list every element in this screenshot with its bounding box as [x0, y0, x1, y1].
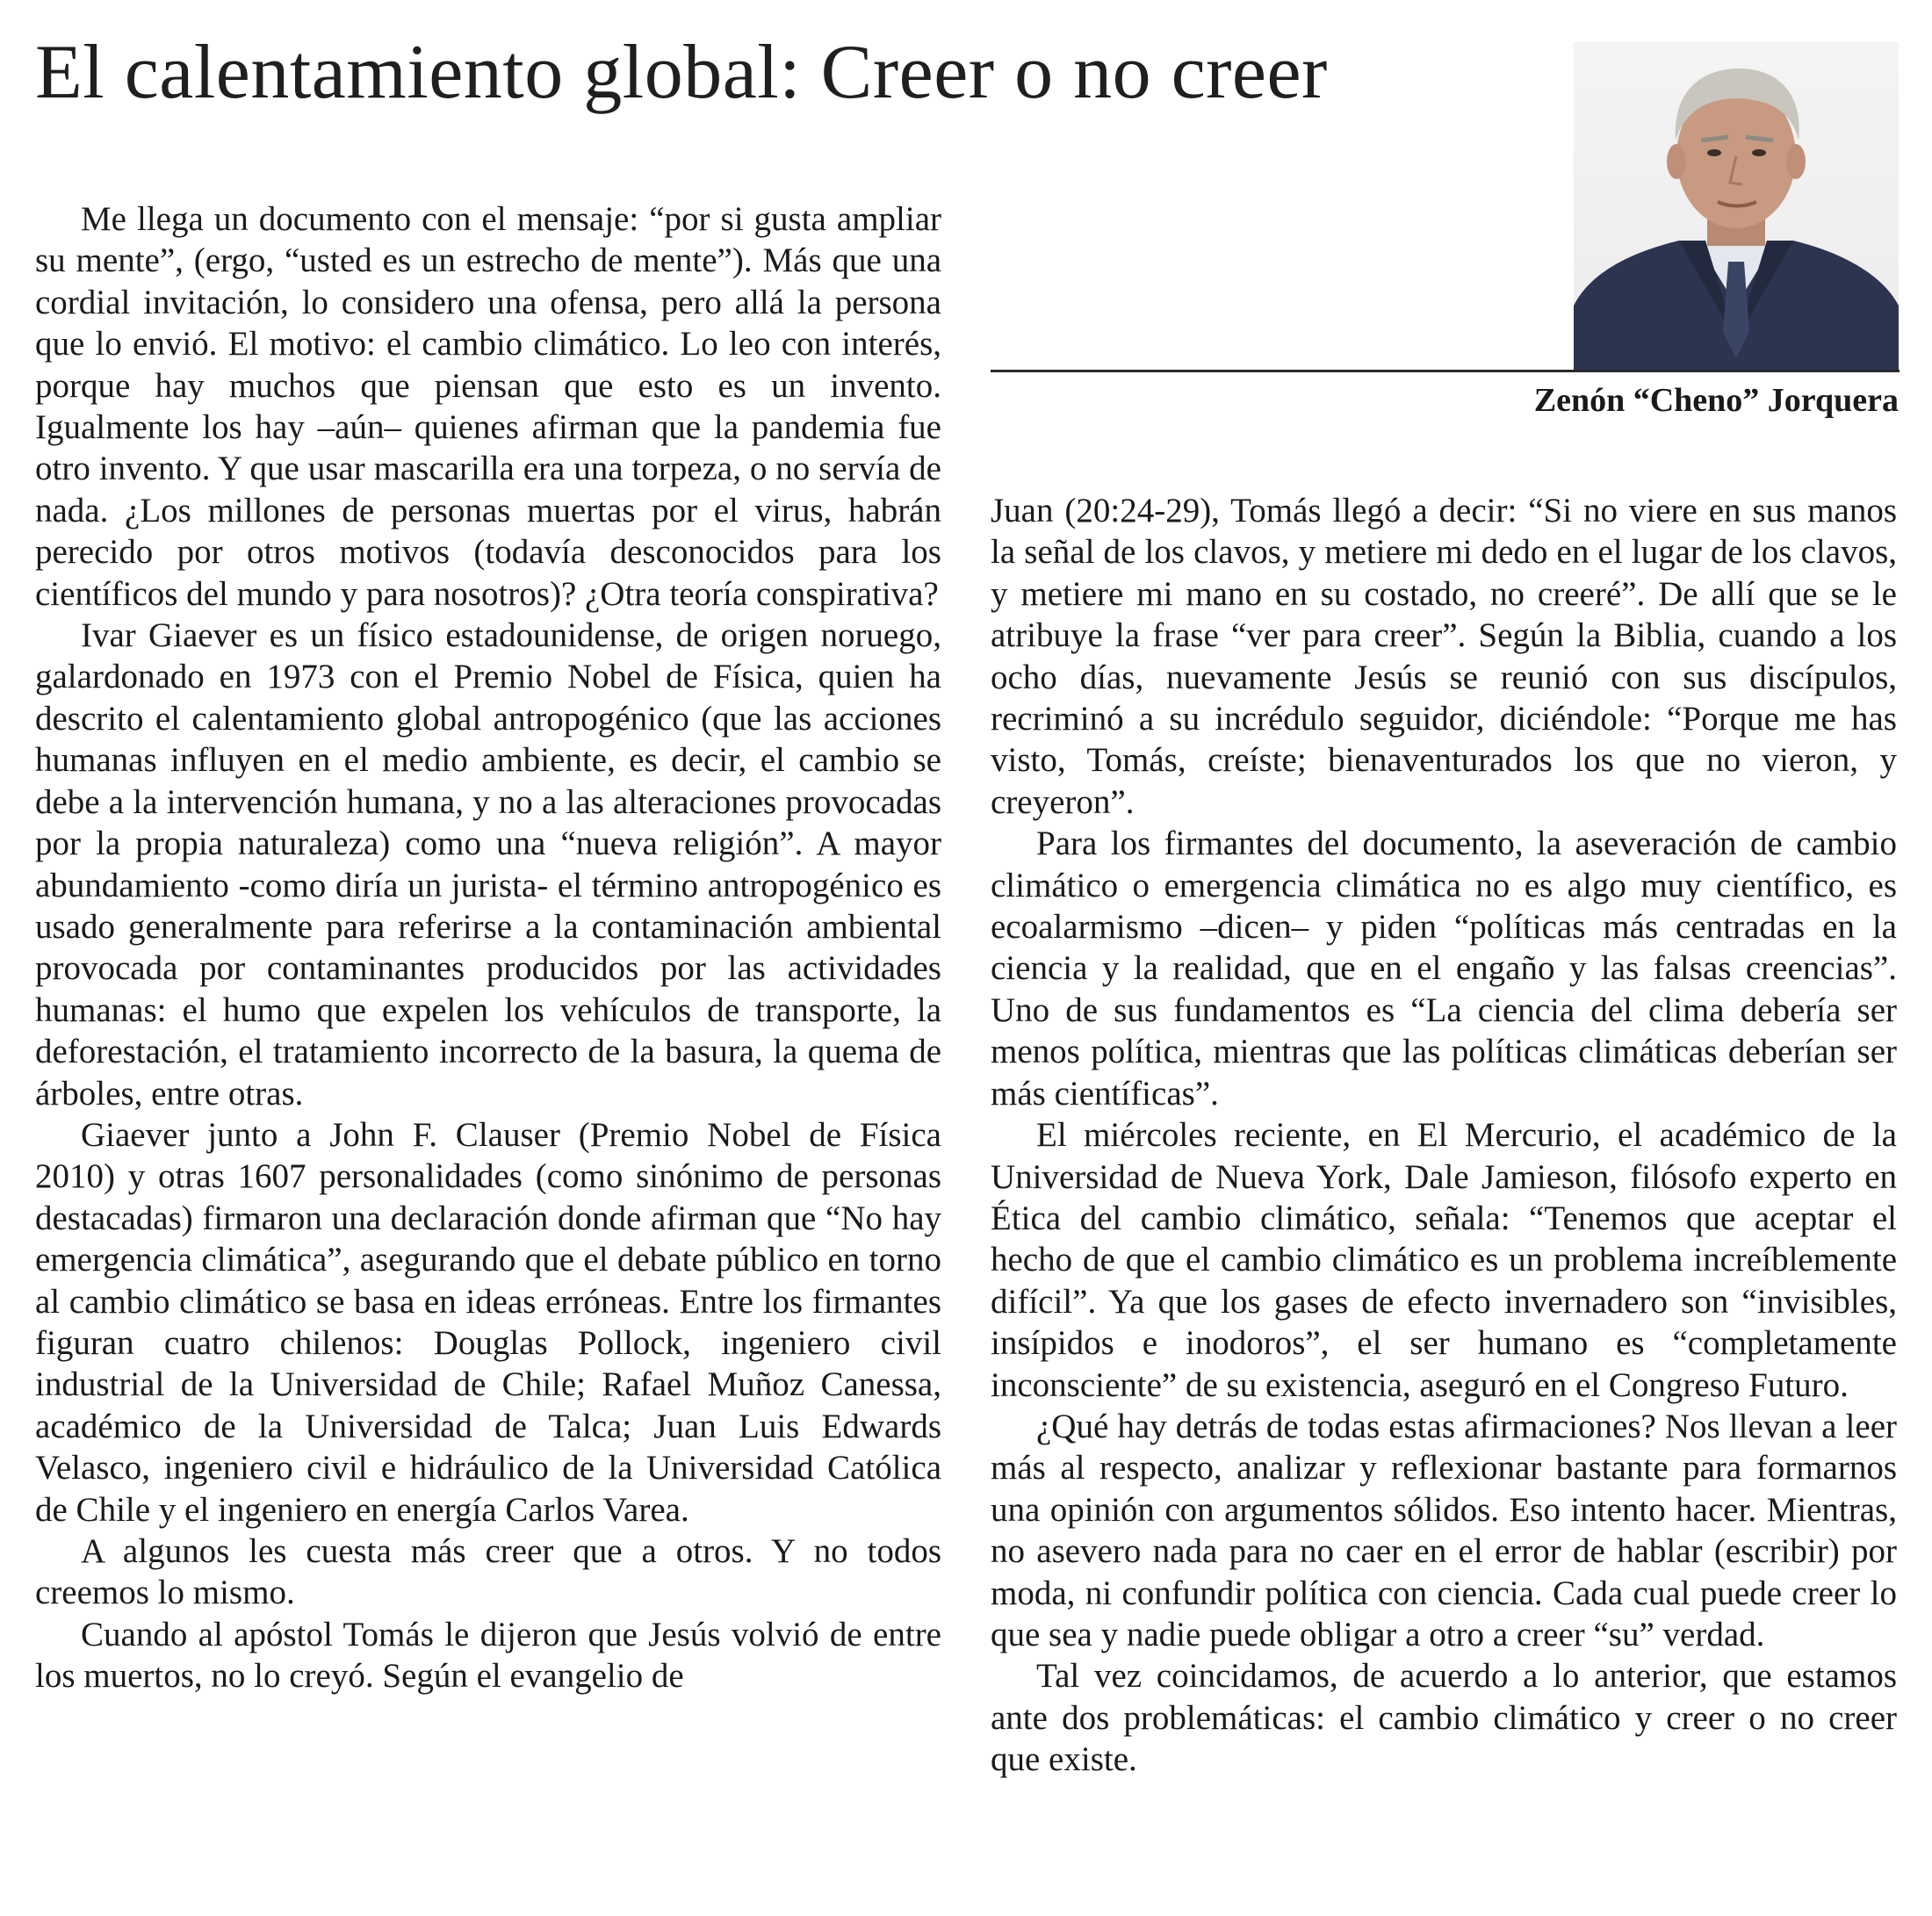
- paragraph: Giaever junto a John F. Clauser (Premio Nobel de Física 2010) y otras 1607 personalidades (como sinónimo de personas destacadas) firmaron una declaración donde afirman que “No hay emergencia climática”, asegurando que el debate público en torno al cambio climático se basa en ideas erróneas. Entre los firmantes figuran cuatro chilenos: Douglas Pollock, ingeniero civil industrial de la Universidad de Chile; Rafael Muñoz Canessa, académico de la Universidad de Talca; Juan Luis Edwards Velasco, ingeniero civil e hidráulico de la Universidad Católica de Chile y el ingeniero en energía Carlos Varea.: [35, 1115, 941, 1529]
- author-byline: Zenón “Cheno” Jorquera: [1533, 382, 1899, 419]
- paragraph: Para los firmantes del documento, la aseveración de cambio climático o emergencia climática no es algo muy científico, es ecoalarmismo –dicen– y piden “políticas más centradas en la ciencia y la realidad, que en el engaño y las falsas creencias”. Uno de sus fundamentos es “La ciencia del clima debería ser menos política, mientras que las políticas climáticas deberían ser más científicas”.: [991, 825, 1897, 1113]
- article-title: El calentamiento global: Creer o no creer: [35, 30, 1328, 115]
- author-portrait-icon: [1574, 42, 1899, 371]
- paragraph: ¿Qué hay detrás de todas estas afirmaciones? Nos llevan a leer más al respecto, analizar y reflexionar bastante para formarnos una opinión con argumentos sólidos. Eso intento hacer. Mientras, no asevero nada para no caer en el error de hablar (escribir) por moda, ni confundir política con ciencia. Cada cual puede creer lo que sea y nadie puede obligar a otro a creer “su” verdad.: [991, 1407, 1897, 1653]
- paragraph: Me llega un documento con el mensaje: “por si gusta ampliar su mente”, (ergo, “usted es un estrecho de mente”). Más que una cordial invitación, lo considero una ofensa, pero allá la persona que lo envió. El motivo: el cambio climático. Lo leo con interés, porque hay muchos que piensan que esto es un invento. Igualmente los hay –aún– quienes afirman que la pandemia fue otro invento. Y que usar mascarilla era una torpeza, o no servía de nada. ¿Los millones de personas muertas por el virus, habrán perecido por otros motivos (todavía desconocidos para los científicos del mundo y para nosotros)? ¿Otra teoría conspirativa?: [35, 200, 941, 613]
- author-photo: [1574, 42, 1899, 371]
- paragraph: Tal vez coincidamos, de acuerdo a lo anterior, que estamos ante dos problemáticas: el cambio climático y creer o no creer que existe.: [991, 1657, 1897, 1779]
- paragraph: Ivar Giaever es un físico estadounidense, de origen noruego, galardonado en 1973 con el Premio Nobel de Física, quien ha descrito el calentamiento global antropogénico (que las acciones humanas influyen en el medio ambiente, es decir, el cambio se debe a la intervención humana, y no a las alteraciones provocadas por la propia naturaleza) como una “nueva religión”. A mayor abundamiento -como diría un jurista- el término antropogénico es usado generalmente para referirse a la contaminación ambiental provocada por contaminantes producidos por las actividades humanas: el humo que expelen los vehículos de transporte, la deforestación, el tratamiento incorrecto de la basura, la quema de árboles, entre otras.: [35, 616, 941, 1113]
- paragraph: Juan (20:24-29), Tomás llegó a decir: “Si no viere en sus manos la señal de los clavos, y metiere mi dedo en el lugar de los clavos, y metiere mi mano en su costado, no creeré”. De allí que se le atribuye la frase “ver para creer”. Según la Biblia, cuando a los ocho días, nuevamente Jesús se reunió con sus discípulos, recriminó a su incrédulo seguidor, diciéndole: “Porque me has visto, Tomás, creíste; bienaventurados los que no vieron, y creyeron”.: [991, 492, 1897, 821]
- paragraph: Cuando al apóstol Tomás le dijeron que Jesús volvió de entre los muertos, no lo creyó. Según el evangelio de: [35, 1615, 941, 1696]
- byline-rule: [991, 370, 1900, 372]
- paragraph: A algunos les cuesta más creer que a otros. Y no todos creemos lo mismo.: [35, 1532, 941, 1612]
- article-column-right: [991, 490, 1897, 1781]
- article-column-left: [35, 198, 941, 1697]
- paragraph: El miércoles reciente, en El Mercurio, el académico de la Universidad de Nueva York, Dale Jamieson, filósofo experto en Ética del cambio climático, señala: “Tenemos que aceptar el hecho de que el cambio climático es un problema increíblemente difícil”. Ya que los gases de efecto invernadero son “invisibles, insípidos e inodoros”, el ser humano es “completamente inconsciente” de su existencia, aseguró en el Congreso Futuro.: [991, 1116, 1897, 1404]
